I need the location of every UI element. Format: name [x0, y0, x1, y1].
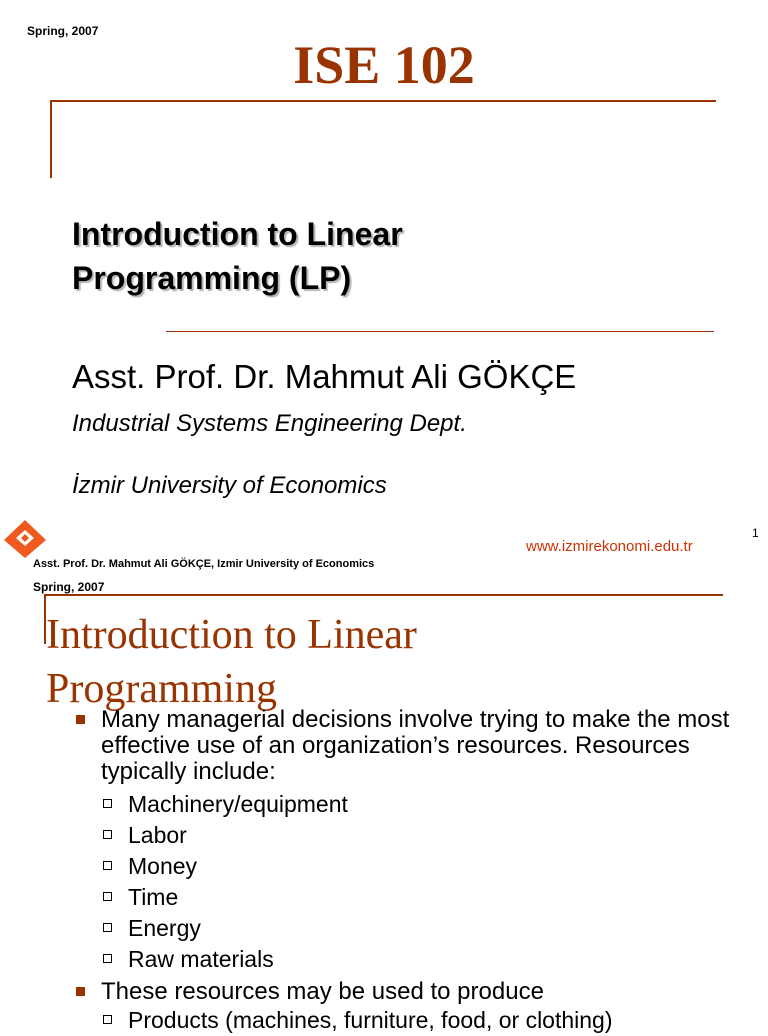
- slide2-date: Spring, 2007: [33, 580, 105, 594]
- slide2-title-line2: Programming: [46, 666, 277, 712]
- hollow-square-bullet-icon: [103, 799, 112, 808]
- sub-bullet-item: [74, 820, 764, 851]
- sub-bullet-text: Time: [128, 884, 179, 910]
- square-bullet-icon: [76, 715, 85, 724]
- title-rule-vertical: [50, 100, 52, 178]
- university: İzmir University of Economics: [72, 472, 387, 499]
- hollow-square-bullet-icon: [103, 954, 112, 963]
- sub-bullet-text: Labor: [128, 822, 187, 848]
- bullet-text: Many managerial decisions involve trying to make the most effective use of an organization’s resources. Resources typically include:: [101, 706, 730, 785]
- sub-bullet-item: [74, 944, 764, 975]
- slide2-title-line1: Introduction to Linear: [46, 612, 417, 658]
- slide1-heading-line2: Programming (LP): [72, 260, 352, 296]
- hollow-square-bullet-icon: [103, 861, 112, 870]
- subtitle-rule: [166, 331, 714, 332]
- sub-bullet-item: [74, 1005, 764, 1036]
- slide2-footer: Asst. Prof. Dr. Mahmut Ali GÖKÇE, Izmir University of Economics: [33, 558, 375, 570]
- sub-bullet-item: [74, 913, 764, 944]
- hollow-square-bullet-icon: [103, 1015, 112, 1024]
- sub-bullet-item: [74, 851, 764, 882]
- course-title: ISE 102: [293, 35, 475, 95]
- department: Industrial Systems Engineering Dept.: [72, 410, 467, 437]
- sub-bullet-item: [74, 789, 764, 820]
- sub-bullet-text: Machinery/equipment: [128, 791, 348, 817]
- slide1-date: Spring, 2007: [27, 24, 99, 38]
- slide1-heading-line1: Introduction to Linear: [72, 216, 403, 252]
- hollow-square-bullet-icon: [103, 830, 112, 839]
- sub-bullet-text: Products (machines, furniture, food, or clothing): [128, 1007, 613, 1033]
- bullet-text: These resources may be used to produce: [101, 978, 544, 1005]
- bullet-item: [74, 707, 764, 785]
- sub-bullet-text: Raw materials: [128, 946, 274, 972]
- square-bullet-icon: [76, 987, 85, 996]
- hollow-square-bullet-icon: [103, 923, 112, 932]
- university-logo-icon: [2, 518, 48, 560]
- university-url[interactable]: www.izmirekonomi.edu.tr: [526, 538, 693, 555]
- title-rule: [50, 100, 716, 102]
- sub-bullet-item: [74, 882, 764, 913]
- page-number: 1: [752, 526, 759, 540]
- slide2-body: [74, 707, 764, 1036]
- slide2-title-rule: [44, 594, 723, 596]
- hollow-square-bullet-icon: [103, 892, 112, 901]
- slide1-heading: [72, 212, 403, 300]
- sub-bullet-text: Money: [128, 853, 198, 879]
- bullet-item: [74, 979, 764, 1005]
- slide2-title: [46, 608, 417, 716]
- author-name: Asst. Prof. Dr. Mahmut Ali GÖKÇE: [72, 358, 577, 395]
- sub-bullet-text: Energy: [128, 915, 201, 941]
